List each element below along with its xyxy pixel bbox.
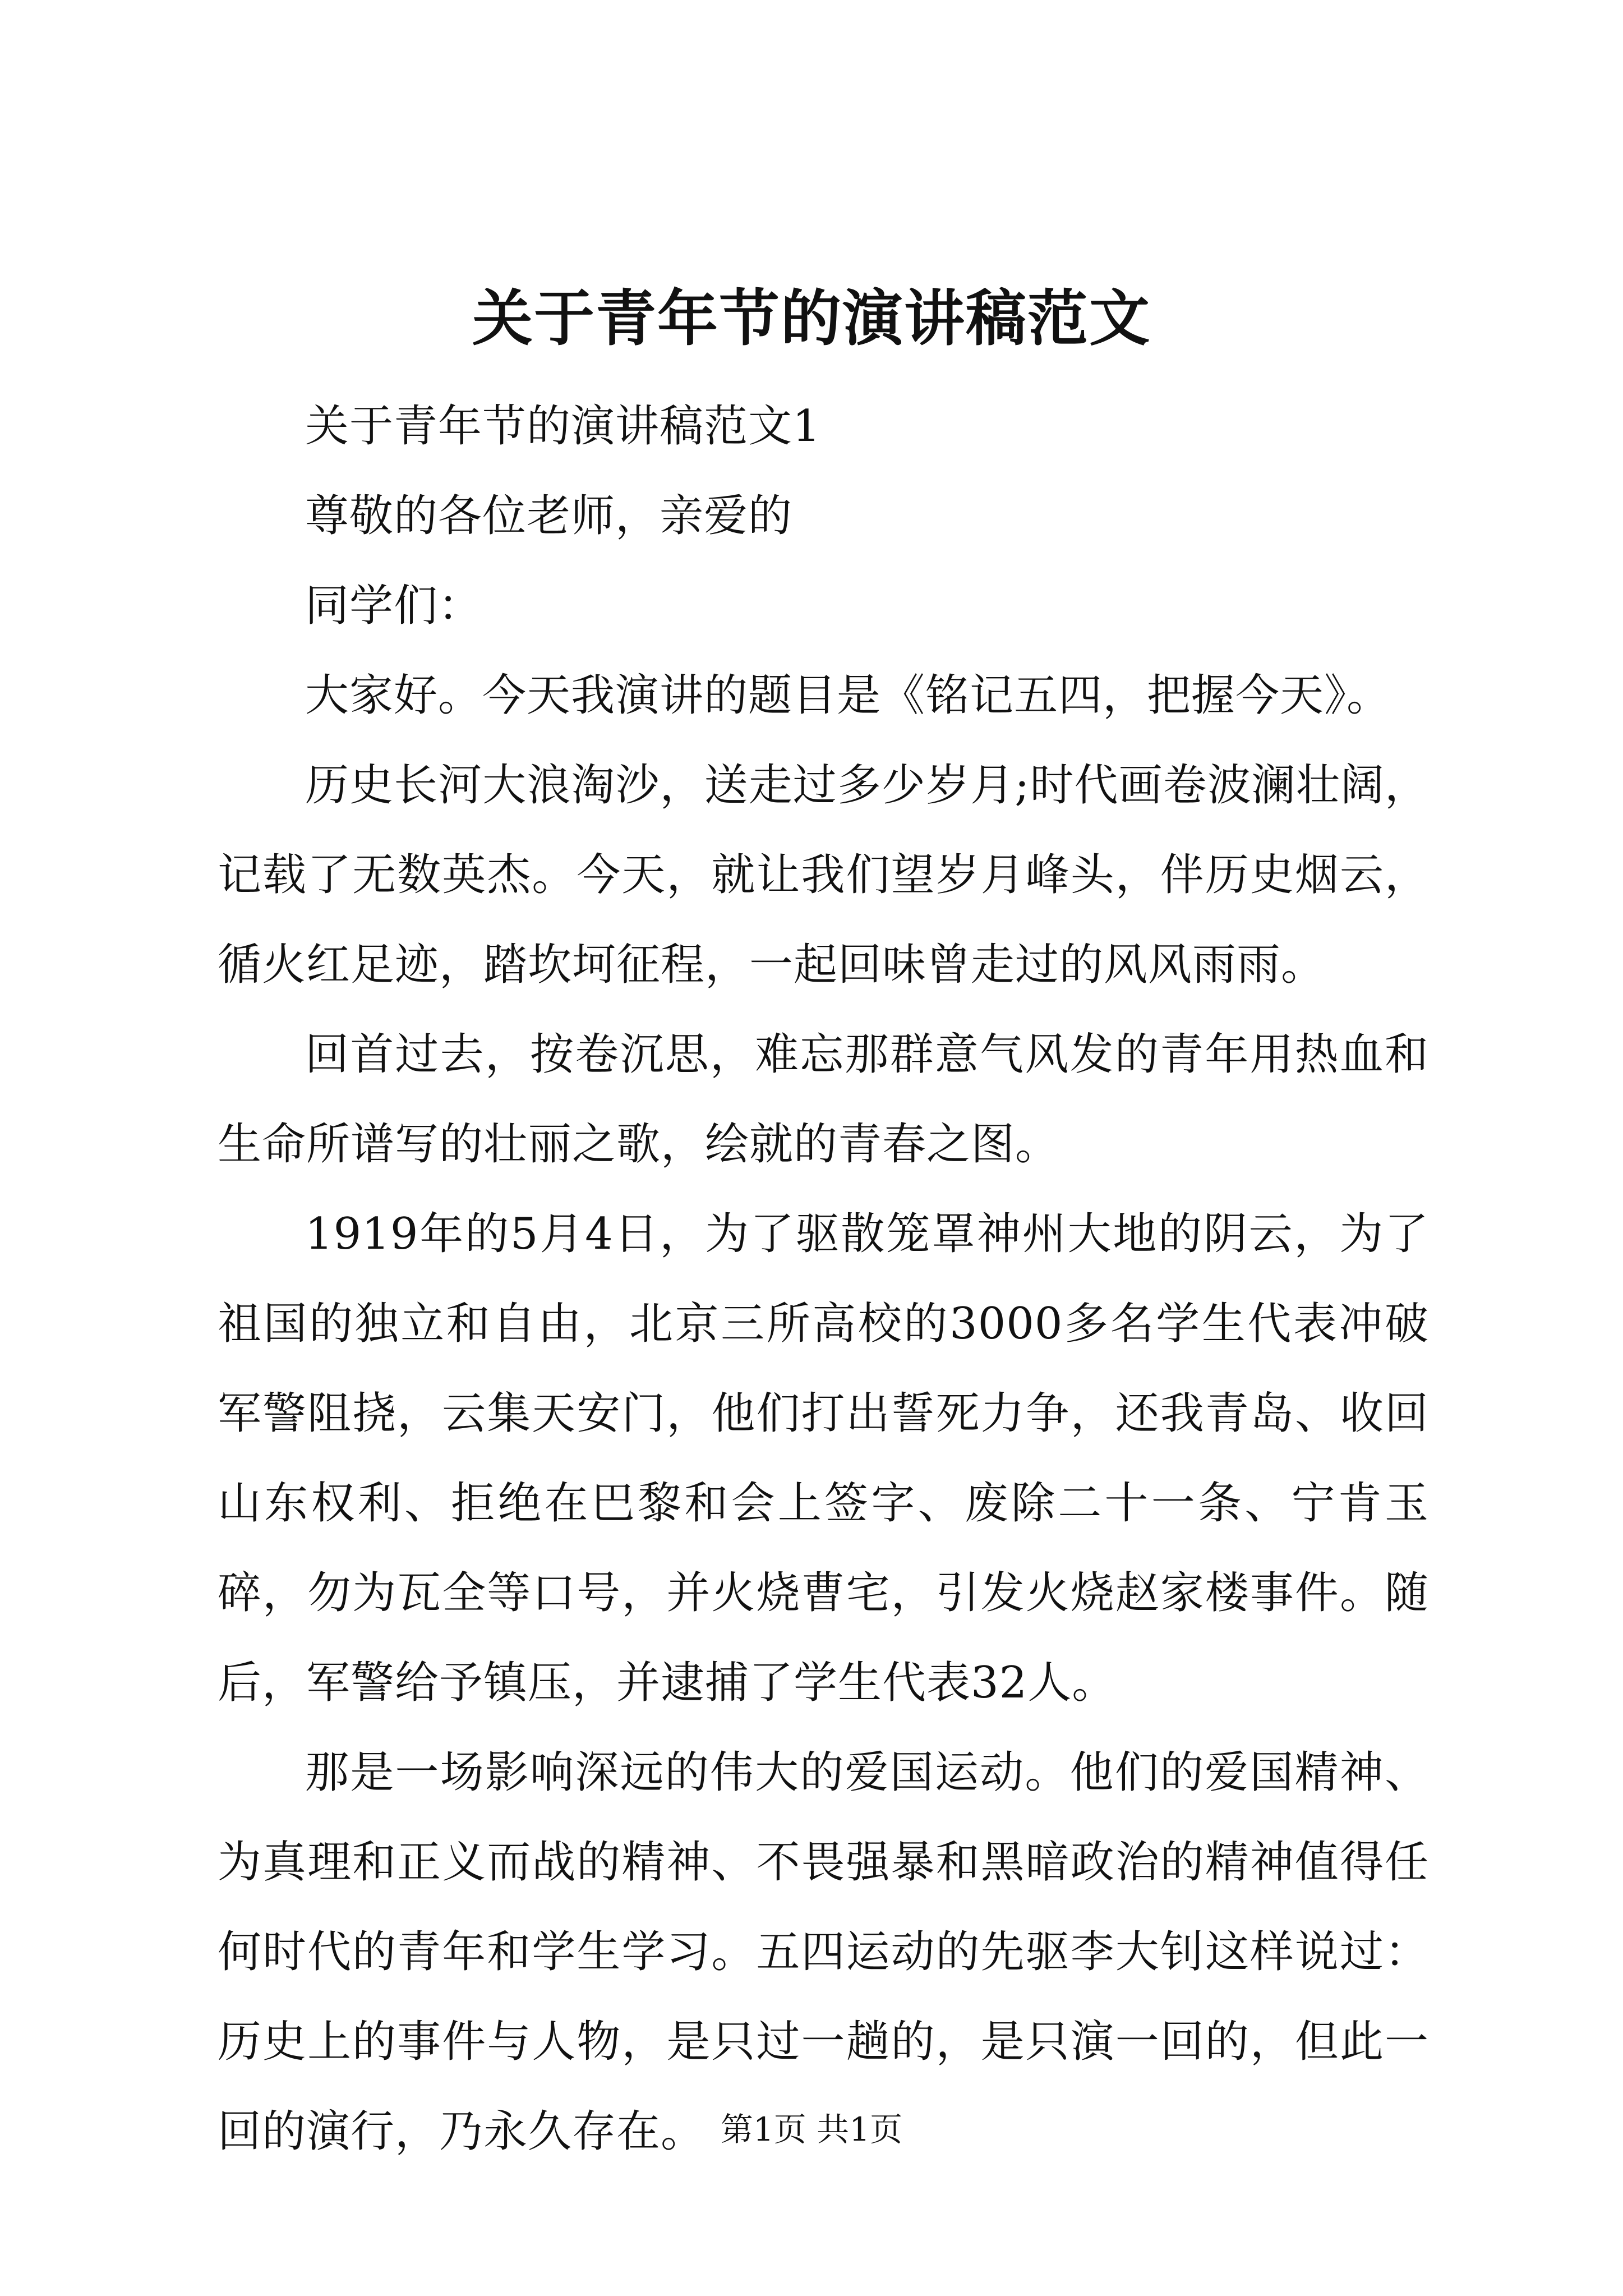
- paragraph-significance: 那是一场影响深远的伟大的爱国运动。他们的爱国精神、为真理和正义而战的精神、不畏强暴和黑暗政治的精神值得任何时代的青年和学生学习。五四运动的先驱李大钊这样说过：历史上的事件与人物，是只过一趟的，是只演一回的，但此一回的演行，乃永久存在。: [218, 1747, 1429, 2157]
- document-body: [218, 381, 1429, 2177]
- paragraph-greeting: 大家好。今天我演讲的题目是《铭记五四，把握今天》。: [305, 670, 1391, 721]
- paragraph-reflection: 回首过去，按卷沉思，难忘那群意气风发的青年用热血和生命所谱写的壮丽之歌，绘就的青春之图。: [218, 1029, 1429, 1170]
- paragraph-may-fourth: 1919年的5月4日，为了驱散笼罩神州大地的阴云，为了祖国的独立和自由，北京三所高校的3000多名学生代表冲破军警阻挠，云集天安门，他们打出誓死力争，还我青岛、收回山东权利、拒绝在巴黎和会上签字、废除二十一条、宁肯玉碎，勿为瓦全等口号，并火烧曹宅，引发火烧赵家楼事件。随后，军警给予镇压，并逮捕了学生代表32人。: [218, 1209, 1429, 1708]
- page-title: 关于青年节的演讲稿范文: [472, 283, 1151, 354]
- paragraph-history: 历史长河大浪淘沙，送走过多少岁月;时代画卷波澜壮阔，记载了无数英杰。今天，就让我们望岁月峰头，伴历史烟云，循火红足迹，踏坎坷征程，一起回味曾走过的风风雨雨。: [218, 760, 1429, 990]
- page-footer: 第1页 共1页: [720, 2110, 903, 2148]
- paragraph-subtitle: 关于青年节的演讲稿范文1: [305, 401, 821, 452]
- paragraph-salutation: 尊敬的各位老师，亲爱的: [305, 491, 793, 541]
- paragraph-salutation-cont: 同学们：: [305, 581, 483, 631]
